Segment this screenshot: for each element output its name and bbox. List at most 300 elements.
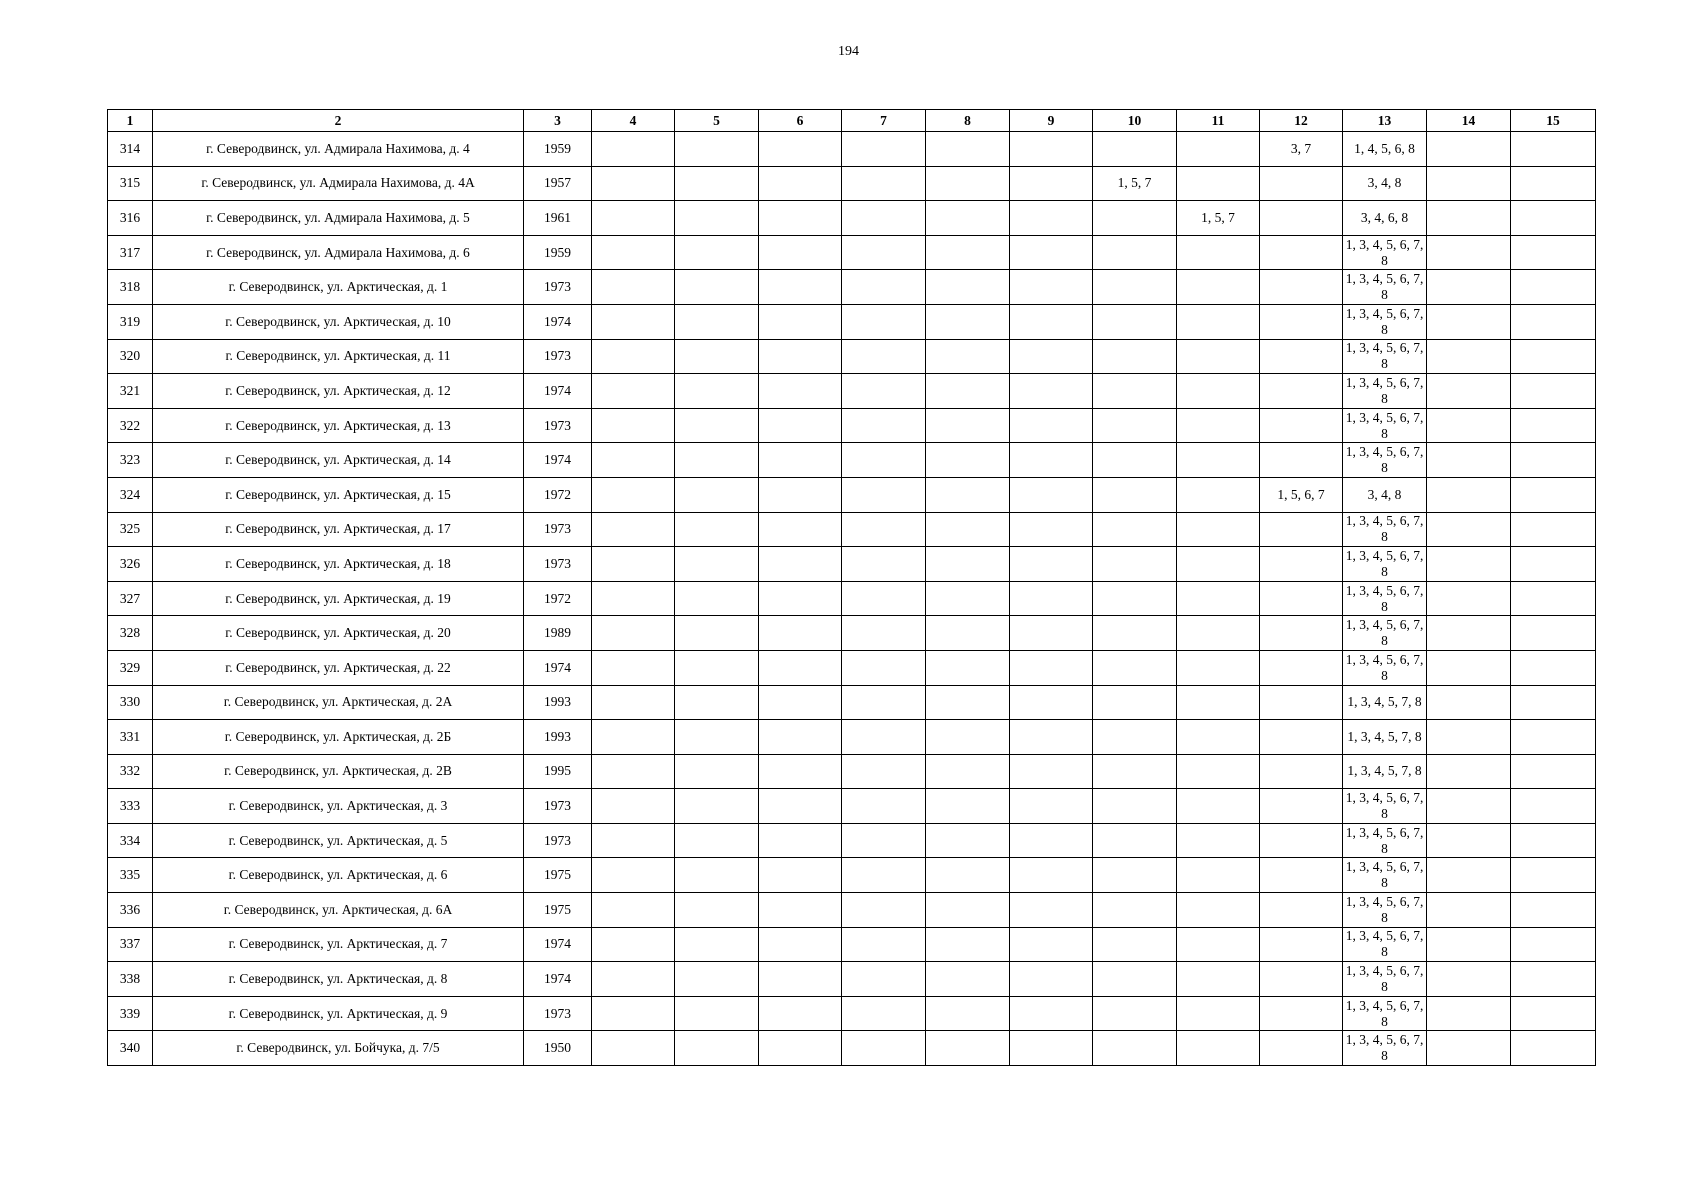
table-cell-col-2: г. Северодвинск, ул. Арктическая, д. 5 [153, 823, 524, 858]
table-cell-col-8 [926, 201, 1010, 236]
table-cell-col-9 [1010, 962, 1093, 997]
table-cell-col-5 [675, 304, 759, 339]
table-cell-col-2: г. Северодвинск, ул. Адмирала Нахимова, д. 6 [153, 235, 524, 270]
table-cell-col-12 [1260, 996, 1343, 1031]
table-cell-col-4 [592, 477, 675, 512]
table-cell-col-14 [1427, 581, 1511, 616]
table-cell-col-14 [1427, 477, 1511, 512]
table-cell-col-1: 321 [108, 374, 153, 409]
table-cell-col-7 [842, 789, 926, 824]
table-cell-col-6 [759, 616, 842, 651]
table-cell-col-2: г. Северодвинск, ул. Арктическая, д. 15 [153, 477, 524, 512]
table-cell-col-15 [1511, 443, 1596, 478]
table-cell-col-15 [1511, 201, 1596, 236]
table-cell-col-12 [1260, 304, 1343, 339]
column-header-6: 6 [759, 110, 842, 132]
table-cell-col-9 [1010, 754, 1093, 789]
table-cell-col-15 [1511, 754, 1596, 789]
table-cell-col-15 [1511, 927, 1596, 962]
table-cell-col-1: 314 [108, 132, 153, 167]
table-cell-col-13: 3, 4, 8 [1343, 166, 1427, 201]
table-cell-col-13: 1, 3, 4, 5, 6, 7, 8 [1343, 304, 1427, 339]
table-cell-col-4 [592, 132, 675, 167]
table-row [108, 754, 1596, 789]
table-cell-col-15 [1511, 996, 1596, 1031]
table-cell-col-5 [675, 166, 759, 201]
table-row [108, 685, 1596, 720]
table-cell-col-15 [1511, 962, 1596, 997]
table-cell-col-5 [675, 754, 759, 789]
table-cell-col-7 [842, 132, 926, 167]
table-cell-col-1: 317 [108, 235, 153, 270]
table-cell-col-1: 318 [108, 270, 153, 305]
table-cell-col-6 [759, 754, 842, 789]
table-cell-col-8 [926, 132, 1010, 167]
table-cell-col-14 [1427, 443, 1511, 478]
table-cell-col-15 [1511, 685, 1596, 720]
table-cell-col-1: 328 [108, 616, 153, 651]
table-cell-col-12 [1260, 512, 1343, 547]
table-cell-col-6 [759, 339, 842, 374]
table-cell-col-4 [592, 270, 675, 305]
table-cell-col-2: г. Северодвинск, ул. Арктическая, д. 8 [153, 962, 524, 997]
table-cell-col-3: 1973 [524, 408, 592, 443]
table-cell-col-13: 3, 4, 6, 8 [1343, 201, 1427, 236]
table-cell-col-5 [675, 650, 759, 685]
table-cell-col-13: 1, 3, 4, 5, 6, 7, 8 [1343, 823, 1427, 858]
table-cell-col-10 [1093, 132, 1177, 167]
table-cell-col-14 [1427, 166, 1511, 201]
table-cell-col-11 [1177, 270, 1260, 305]
table-cell-col-1: 334 [108, 823, 153, 858]
table-cell-col-14 [1427, 962, 1511, 997]
table-cell-col-6 [759, 477, 842, 512]
table-cell-col-5 [675, 512, 759, 547]
table-cell-col-8 [926, 408, 1010, 443]
table-cell-col-8 [926, 858, 1010, 893]
table-cell-col-3: 1975 [524, 893, 592, 928]
table-cell-col-6 [759, 1031, 842, 1066]
table-cell-col-13: 1, 3, 4, 5, 7, 8 [1343, 720, 1427, 755]
table-cell-col-11 [1177, 650, 1260, 685]
table-cell-col-3: 1993 [524, 685, 592, 720]
table-cell-col-6 [759, 132, 842, 167]
page-number: 194 [838, 44, 859, 59]
table-cell-col-8 [926, 166, 1010, 201]
table-cell-col-10 [1093, 443, 1177, 478]
table-cell-col-4 [592, 858, 675, 893]
table-cell-col-3: 1973 [524, 270, 592, 305]
table-cell-col-5 [675, 132, 759, 167]
table-cell-col-9 [1010, 996, 1093, 1031]
table-cell-col-8 [926, 823, 1010, 858]
table-cell-col-11 [1177, 166, 1260, 201]
table-cell-col-11 [1177, 754, 1260, 789]
table-cell-col-11 [1177, 512, 1260, 547]
table-cell-col-9 [1010, 339, 1093, 374]
table-cell-col-11: 1, 5, 7 [1177, 201, 1260, 236]
table-cell-col-15 [1511, 893, 1596, 928]
table-row [108, 789, 1596, 824]
table-cell-col-4 [592, 581, 675, 616]
table-cell-col-2: г. Северодвинск, ул. Арктическая, д. 2А [153, 685, 524, 720]
table-cell-col-12: 3, 7 [1260, 132, 1343, 167]
table-cell-col-11 [1177, 1031, 1260, 1066]
table-cell-col-9 [1010, 927, 1093, 962]
column-header-2: 2 [153, 110, 524, 132]
table-cell-col-4 [592, 754, 675, 789]
table-cell-col-5 [675, 443, 759, 478]
table-cell-col-4 [592, 201, 675, 236]
table-cell-col-2: г. Северодвинск, ул. Бойчука, д. 7/5 [153, 1031, 524, 1066]
table-cell-col-7 [842, 235, 926, 270]
table-cell-col-4 [592, 927, 675, 962]
table-cell-col-4 [592, 616, 675, 651]
table-cell-col-13: 1, 3, 4, 5, 6, 7, 8 [1343, 858, 1427, 893]
table-cell-col-6 [759, 893, 842, 928]
table-cell-col-2: г. Северодвинск, ул. Арктическая, д. 7 [153, 927, 524, 962]
table-cell-col-3: 1959 [524, 132, 592, 167]
table-row [108, 1031, 1596, 1066]
column-header-11: 11 [1177, 110, 1260, 132]
table-cell-col-13: 1, 3, 4, 5, 6, 7, 8 [1343, 616, 1427, 651]
table-cell-col-5 [675, 996, 759, 1031]
table-cell-col-4 [592, 547, 675, 582]
table-cell-col-9 [1010, 304, 1093, 339]
table-cell-col-7 [842, 754, 926, 789]
table-cell-col-6 [759, 927, 842, 962]
table-cell-col-14 [1427, 685, 1511, 720]
table-cell-col-11 [1177, 685, 1260, 720]
table-cell-col-6 [759, 547, 842, 582]
table-cell-col-3: 1950 [524, 1031, 592, 1066]
table-cell-col-3: 1973 [524, 339, 592, 374]
table-cell-col-15 [1511, 789, 1596, 824]
table-cell-col-11 [1177, 443, 1260, 478]
table-cell-col-7 [842, 408, 926, 443]
table-cell-col-8 [926, 235, 1010, 270]
table-cell-col-4 [592, 893, 675, 928]
table-cell-col-12 [1260, 581, 1343, 616]
column-header-4: 4 [592, 110, 675, 132]
table-cell-col-6 [759, 270, 842, 305]
table-cell-col-10 [1093, 893, 1177, 928]
table-cell-col-3: 1961 [524, 201, 592, 236]
table-cell-col-6 [759, 823, 842, 858]
column-header-3: 3 [524, 110, 592, 132]
table-cell-col-8 [926, 893, 1010, 928]
table-row [108, 512, 1596, 547]
table-cell-col-2: г. Северодвинск, ул. Арктическая, д. 11 [153, 339, 524, 374]
table-cell-col-3: 1975 [524, 858, 592, 893]
table-header [108, 110, 1596, 132]
table-cell-col-7 [842, 477, 926, 512]
table-cell-col-9 [1010, 166, 1093, 201]
table-cell-col-5 [675, 858, 759, 893]
table-cell-col-3: 1974 [524, 927, 592, 962]
table-cell-col-14 [1427, 235, 1511, 270]
table-cell-col-12 [1260, 962, 1343, 997]
table-cell-col-10 [1093, 927, 1177, 962]
table-cell-col-12 [1260, 720, 1343, 755]
table-cell-col-8 [926, 512, 1010, 547]
table-cell-col-8 [926, 754, 1010, 789]
table-cell-col-7 [842, 547, 926, 582]
table-row [108, 893, 1596, 928]
table-cell-col-1: 319 [108, 304, 153, 339]
table-cell-col-1: 337 [108, 927, 153, 962]
table-cell-col-10 [1093, 789, 1177, 824]
table-cell-col-14 [1427, 720, 1511, 755]
column-header-15: 15 [1511, 110, 1596, 132]
table-cell-col-10 [1093, 720, 1177, 755]
table-cell-col-12 [1260, 1031, 1343, 1066]
table-cell-col-5 [675, 685, 759, 720]
table-cell-col-6 [759, 166, 842, 201]
table-row [108, 477, 1596, 512]
table-cell-col-6 [759, 720, 842, 755]
table-cell-col-4 [592, 374, 675, 409]
table-cell-col-10 [1093, 374, 1177, 409]
table-cell-col-7 [842, 962, 926, 997]
table-cell-col-12 [1260, 789, 1343, 824]
table-row [108, 927, 1596, 962]
column-header-10: 10 [1093, 110, 1177, 132]
table-cell-col-1: 333 [108, 789, 153, 824]
table-cell-col-2: г. Северодвинск, ул. Арктическая, д. 9 [153, 996, 524, 1031]
table-cell-col-10 [1093, 823, 1177, 858]
table-cell-col-8 [926, 789, 1010, 824]
table-cell-col-10 [1093, 408, 1177, 443]
table-cell-col-2: г. Северодвинск, ул. Арктическая, д. 20 [153, 616, 524, 651]
table-cell-col-8 [926, 339, 1010, 374]
table-cell-col-14 [1427, 823, 1511, 858]
table-cell-col-15 [1511, 339, 1596, 374]
table-row [108, 858, 1596, 893]
table-cell-col-1: 330 [108, 685, 153, 720]
table-cell-col-7 [842, 374, 926, 409]
table-cell-col-2: г. Северодвинск, ул. Арктическая, д. 10 [153, 304, 524, 339]
table-cell-col-9 [1010, 893, 1093, 928]
table-cell-col-10 [1093, 304, 1177, 339]
column-header-14: 14 [1427, 110, 1511, 132]
table-cell-col-12 [1260, 616, 1343, 651]
table-cell-col-3: 1974 [524, 443, 592, 478]
table-cell-col-8 [926, 477, 1010, 512]
table-cell-col-6 [759, 374, 842, 409]
table-cell-col-4 [592, 408, 675, 443]
table-cell-col-13: 1, 3, 4, 5, 6, 7, 8 [1343, 443, 1427, 478]
column-header-9: 9 [1010, 110, 1093, 132]
table-cell-col-8 [926, 927, 1010, 962]
table-cell-col-1: 320 [108, 339, 153, 374]
table-cell-col-15 [1511, 547, 1596, 582]
table-cell-col-7 [842, 616, 926, 651]
table-cell-col-5 [675, 789, 759, 824]
table-cell-col-13: 1, 3, 4, 5, 6, 7, 8 [1343, 547, 1427, 582]
table-cell-col-7 [842, 166, 926, 201]
table-cell-col-10 [1093, 547, 1177, 582]
table-cell-col-9 [1010, 270, 1093, 305]
table-cell-col-12 [1260, 685, 1343, 720]
table-cell-col-4 [592, 789, 675, 824]
table-cell-col-14 [1427, 754, 1511, 789]
table-cell-col-4 [592, 443, 675, 478]
table-row [108, 581, 1596, 616]
table-cell-col-1: 323 [108, 443, 153, 478]
table-cell-col-12: 1, 5, 6, 7 [1260, 477, 1343, 512]
table-cell-col-10 [1093, 996, 1177, 1031]
table-cell-col-14 [1427, 996, 1511, 1031]
table-body [108, 132, 1596, 1066]
table-cell-col-10 [1093, 339, 1177, 374]
table-cell-col-7 [842, 927, 926, 962]
table-cell-col-15 [1511, 1031, 1596, 1066]
table-cell-col-11 [1177, 996, 1260, 1031]
table-cell-col-10 [1093, 270, 1177, 305]
table-row [108, 339, 1596, 374]
table-cell-col-3: 1989 [524, 616, 592, 651]
table-cell-col-4 [592, 235, 675, 270]
table-cell-col-6 [759, 962, 842, 997]
table-cell-col-12 [1260, 166, 1343, 201]
table-row [108, 374, 1596, 409]
table-cell-col-6 [759, 201, 842, 236]
table-cell-col-9 [1010, 650, 1093, 685]
table-cell-col-8 [926, 962, 1010, 997]
table-cell-col-9 [1010, 720, 1093, 755]
table-cell-col-5 [675, 408, 759, 443]
table-cell-col-5 [675, 1031, 759, 1066]
table-cell-col-3: 1974 [524, 962, 592, 997]
column-header-8: 8 [926, 110, 1010, 132]
table-cell-col-2: г. Северодвинск, ул. Арктическая, д. 3 [153, 789, 524, 824]
table-cell-col-9 [1010, 616, 1093, 651]
table-cell-col-14 [1427, 374, 1511, 409]
table-cell-col-7 [842, 720, 926, 755]
table-cell-col-12 [1260, 443, 1343, 478]
table-cell-col-14 [1427, 201, 1511, 236]
table-row [108, 996, 1596, 1031]
table-cell-col-15 [1511, 858, 1596, 893]
table-cell-col-13: 1, 3, 4, 5, 6, 7, 8 [1343, 650, 1427, 685]
table-cell-col-4 [592, 720, 675, 755]
table-cell-col-3: 1973 [524, 512, 592, 547]
table-cell-col-5 [675, 927, 759, 962]
table-cell-col-13: 1, 3, 4, 5, 6, 7, 8 [1343, 1031, 1427, 1066]
column-header-13: 13 [1343, 110, 1427, 132]
table-cell-col-9 [1010, 512, 1093, 547]
table-cell-col-2: г. Северодвинск, ул. Арктическая, д. 2Б [153, 720, 524, 755]
table-cell-col-1: 336 [108, 893, 153, 928]
table-cell-col-8 [926, 650, 1010, 685]
table-cell-col-1: 331 [108, 720, 153, 755]
table-cell-col-4 [592, 166, 675, 201]
table-cell-col-15 [1511, 512, 1596, 547]
table-cell-col-3: 1974 [524, 374, 592, 409]
table-row [108, 443, 1596, 478]
table-cell-col-14 [1427, 408, 1511, 443]
table-cell-col-14 [1427, 893, 1511, 928]
table-cell-col-11 [1177, 547, 1260, 582]
table-cell-col-12 [1260, 374, 1343, 409]
table-cell-col-10 [1093, 477, 1177, 512]
table-cell-col-3: 1972 [524, 477, 592, 512]
table-cell-col-1: 338 [108, 962, 153, 997]
table-cell-col-1: 316 [108, 201, 153, 236]
table-row [108, 408, 1596, 443]
table-row [108, 235, 1596, 270]
table-cell-col-10 [1093, 650, 1177, 685]
table-cell-col-7 [842, 858, 926, 893]
table-cell-col-15 [1511, 132, 1596, 167]
table-cell-col-14 [1427, 927, 1511, 962]
table-cell-col-13: 1, 3, 4, 5, 6, 7, 8 [1343, 339, 1427, 374]
table-cell-col-13: 1, 3, 4, 5, 6, 7, 8 [1343, 996, 1427, 1031]
table-cell-col-14 [1427, 616, 1511, 651]
table-cell-col-2: г. Северодвинск, ул. Арктическая, д. 13 [153, 408, 524, 443]
table-cell-col-2: г. Северодвинск, ул. Адмирала Нахимова, д. 4 [153, 132, 524, 167]
table-cell-col-1: 326 [108, 547, 153, 582]
table-cell-col-11 [1177, 616, 1260, 651]
table-cell-col-6 [759, 304, 842, 339]
column-header-1: 1 [108, 110, 153, 132]
table-cell-col-14 [1427, 270, 1511, 305]
table-cell-col-11 [1177, 132, 1260, 167]
table-cell-col-5 [675, 235, 759, 270]
table-cell-col-3: 1974 [524, 304, 592, 339]
table-cell-col-9 [1010, 477, 1093, 512]
table-cell-col-7 [842, 201, 926, 236]
table-cell-col-15 [1511, 235, 1596, 270]
table-cell-col-5 [675, 616, 759, 651]
table-cell-col-6 [759, 858, 842, 893]
table-cell-col-9 [1010, 408, 1093, 443]
table-cell-col-9 [1010, 789, 1093, 824]
table-cell-col-3: 1974 [524, 650, 592, 685]
table-cell-col-1: 325 [108, 512, 153, 547]
table-cell-col-7 [842, 270, 926, 305]
table-cell-col-6 [759, 789, 842, 824]
table-cell-col-13: 1, 3, 4, 5, 6, 7, 8 [1343, 962, 1427, 997]
table-cell-col-12 [1260, 235, 1343, 270]
table-cell-col-4 [592, 962, 675, 997]
table-cell-col-10 [1093, 1031, 1177, 1066]
table-cell-col-6 [759, 408, 842, 443]
table-cell-col-8 [926, 443, 1010, 478]
table-cell-col-10 [1093, 581, 1177, 616]
table-cell-col-13: 1, 3, 4, 5, 6, 7, 8 [1343, 927, 1427, 962]
table-cell-col-9 [1010, 235, 1093, 270]
table-row [108, 823, 1596, 858]
table-cell-col-4 [592, 512, 675, 547]
table-cell-col-3: 1973 [524, 823, 592, 858]
table-cell-col-13: 1, 3, 4, 5, 6, 7, 8 [1343, 270, 1427, 305]
table-cell-col-15 [1511, 270, 1596, 305]
table-cell-col-15 [1511, 166, 1596, 201]
table-cell-col-9 [1010, 858, 1093, 893]
table-cell-col-15 [1511, 616, 1596, 651]
table-cell-col-14 [1427, 858, 1511, 893]
table-cell-col-13: 1, 3, 4, 5, 6, 7, 8 [1343, 408, 1427, 443]
table-cell-col-7 [842, 823, 926, 858]
table-cell-col-5 [675, 720, 759, 755]
table-cell-col-9 [1010, 201, 1093, 236]
table-cell-col-9 [1010, 581, 1093, 616]
table-cell-col-13: 1, 3, 4, 5, 7, 8 [1343, 685, 1427, 720]
table-cell-col-14 [1427, 339, 1511, 374]
table-cell-col-14 [1427, 132, 1511, 167]
